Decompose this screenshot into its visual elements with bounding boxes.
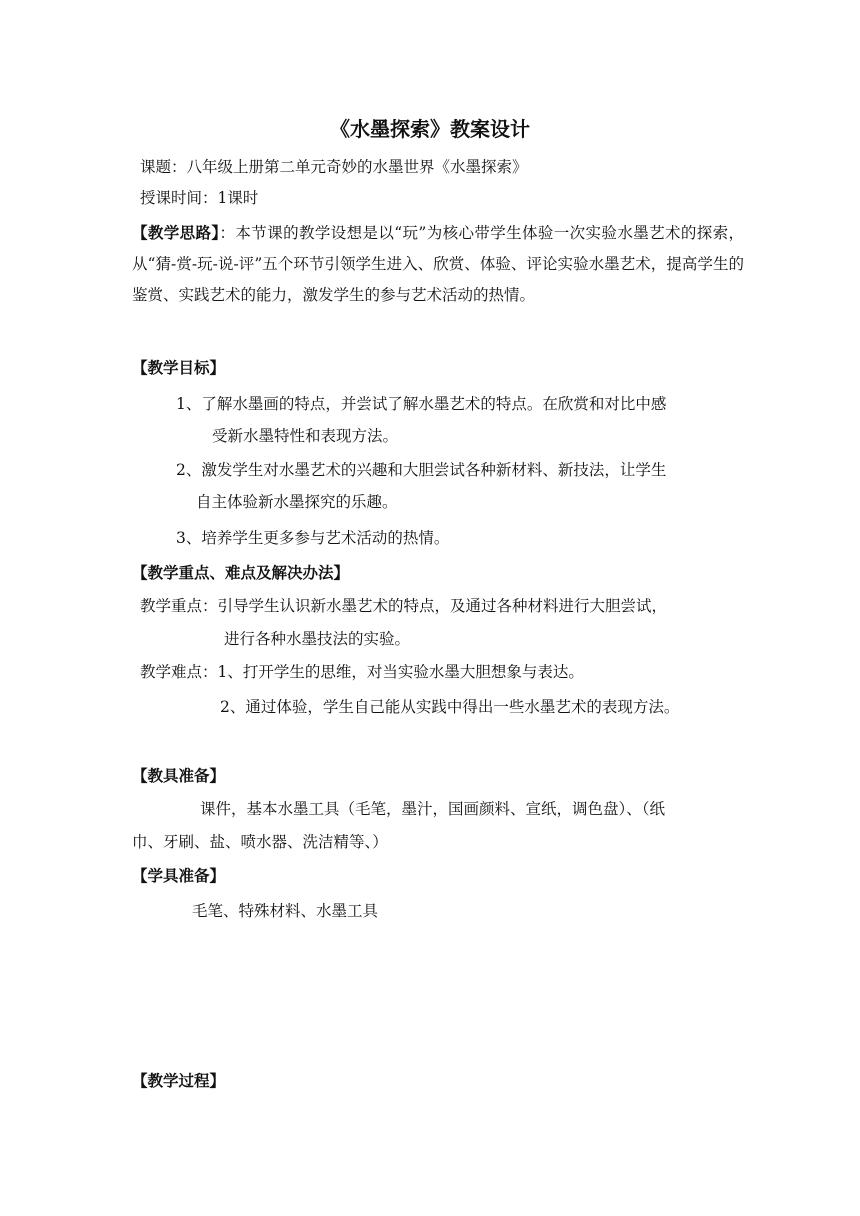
teacher-prep-heading: 【教具准备】 bbox=[132, 767, 226, 785]
teaching-thinking-paragraph bbox=[132, 218, 744, 311]
teaching-thinking-text: ：本节课的教学设想是以“玩”为核心带学生体验一次实验水墨艺术的探索，从“猜-赏-玩-说-评”五个环节引领学生进入、欣赏、体验、评论实验水墨艺术，提高学生的鉴赏、实践艺术的能力，激发学生的参与艺术活动的热情。 bbox=[132, 224, 744, 304]
goal-1-line-2: 受新水墨特性和表现方法。 bbox=[212, 427, 399, 445]
lesson-duration: 授课时间：1课时 bbox=[140, 189, 259, 207]
teaching-process-heading: 【教学过程】 bbox=[132, 1072, 226, 1090]
key-point-line-2: 进行各种水墨技法的实验。 bbox=[224, 630, 411, 648]
student-prep-heading: 【学具准备】 bbox=[132, 867, 226, 885]
goal-2-line-2: 自主体验新水墨探究的乐趣。 bbox=[196, 493, 398, 511]
document-title: 《水墨探索》教案设计 bbox=[330, 117, 530, 141]
teaching-thinking-heading: 【教学思路】 bbox=[132, 224, 220, 242]
key-point-line-1: 教学重点：引导学生认识新水墨艺术的特点，及通过各种材料进行大胆尝试， bbox=[140, 597, 668, 615]
student-prep-text: 毛笔、特殊材料、水墨工具 bbox=[192, 902, 379, 920]
difficulty-line-2: 2、通过体验，学生自己能从实践中得出一些水墨艺术的表现方法。 bbox=[220, 698, 680, 716]
teacher-prep-line-2: 巾、牙刷、盐、喷水器、洗洁精等、） bbox=[132, 833, 388, 851]
lesson-subject: 课题：八年级上册第二单元奇妙的水墨世界《水墨探索》 bbox=[140, 158, 528, 176]
goal-1-line-1: 1、了解水墨画的特点，并尝试了解水墨艺术的特点。在欣赏和对比中感 bbox=[176, 395, 667, 413]
goal-3: 3、培养学生更多参与艺术活动的热情。 bbox=[176, 529, 450, 547]
teacher-prep-line-1: 课件，基本水墨工具（毛笔，墨汁，国画颜料、宣纸，调色盘）、（纸 bbox=[200, 800, 666, 818]
keypoints-heading: 【教学重点、难点及解决办法】 bbox=[132, 564, 350, 582]
teaching-goals-heading: 【教学目标】 bbox=[132, 359, 226, 377]
goal-2-line-1: 2、激发学生对水墨艺术的兴趣和大胆尝试各种新材料、新技法，让学生 bbox=[176, 461, 667, 479]
difficulty-line-1: 教学难点：1、打开学生的思维，对当实验水墨大胆想象与表达。 bbox=[140, 663, 584, 681]
